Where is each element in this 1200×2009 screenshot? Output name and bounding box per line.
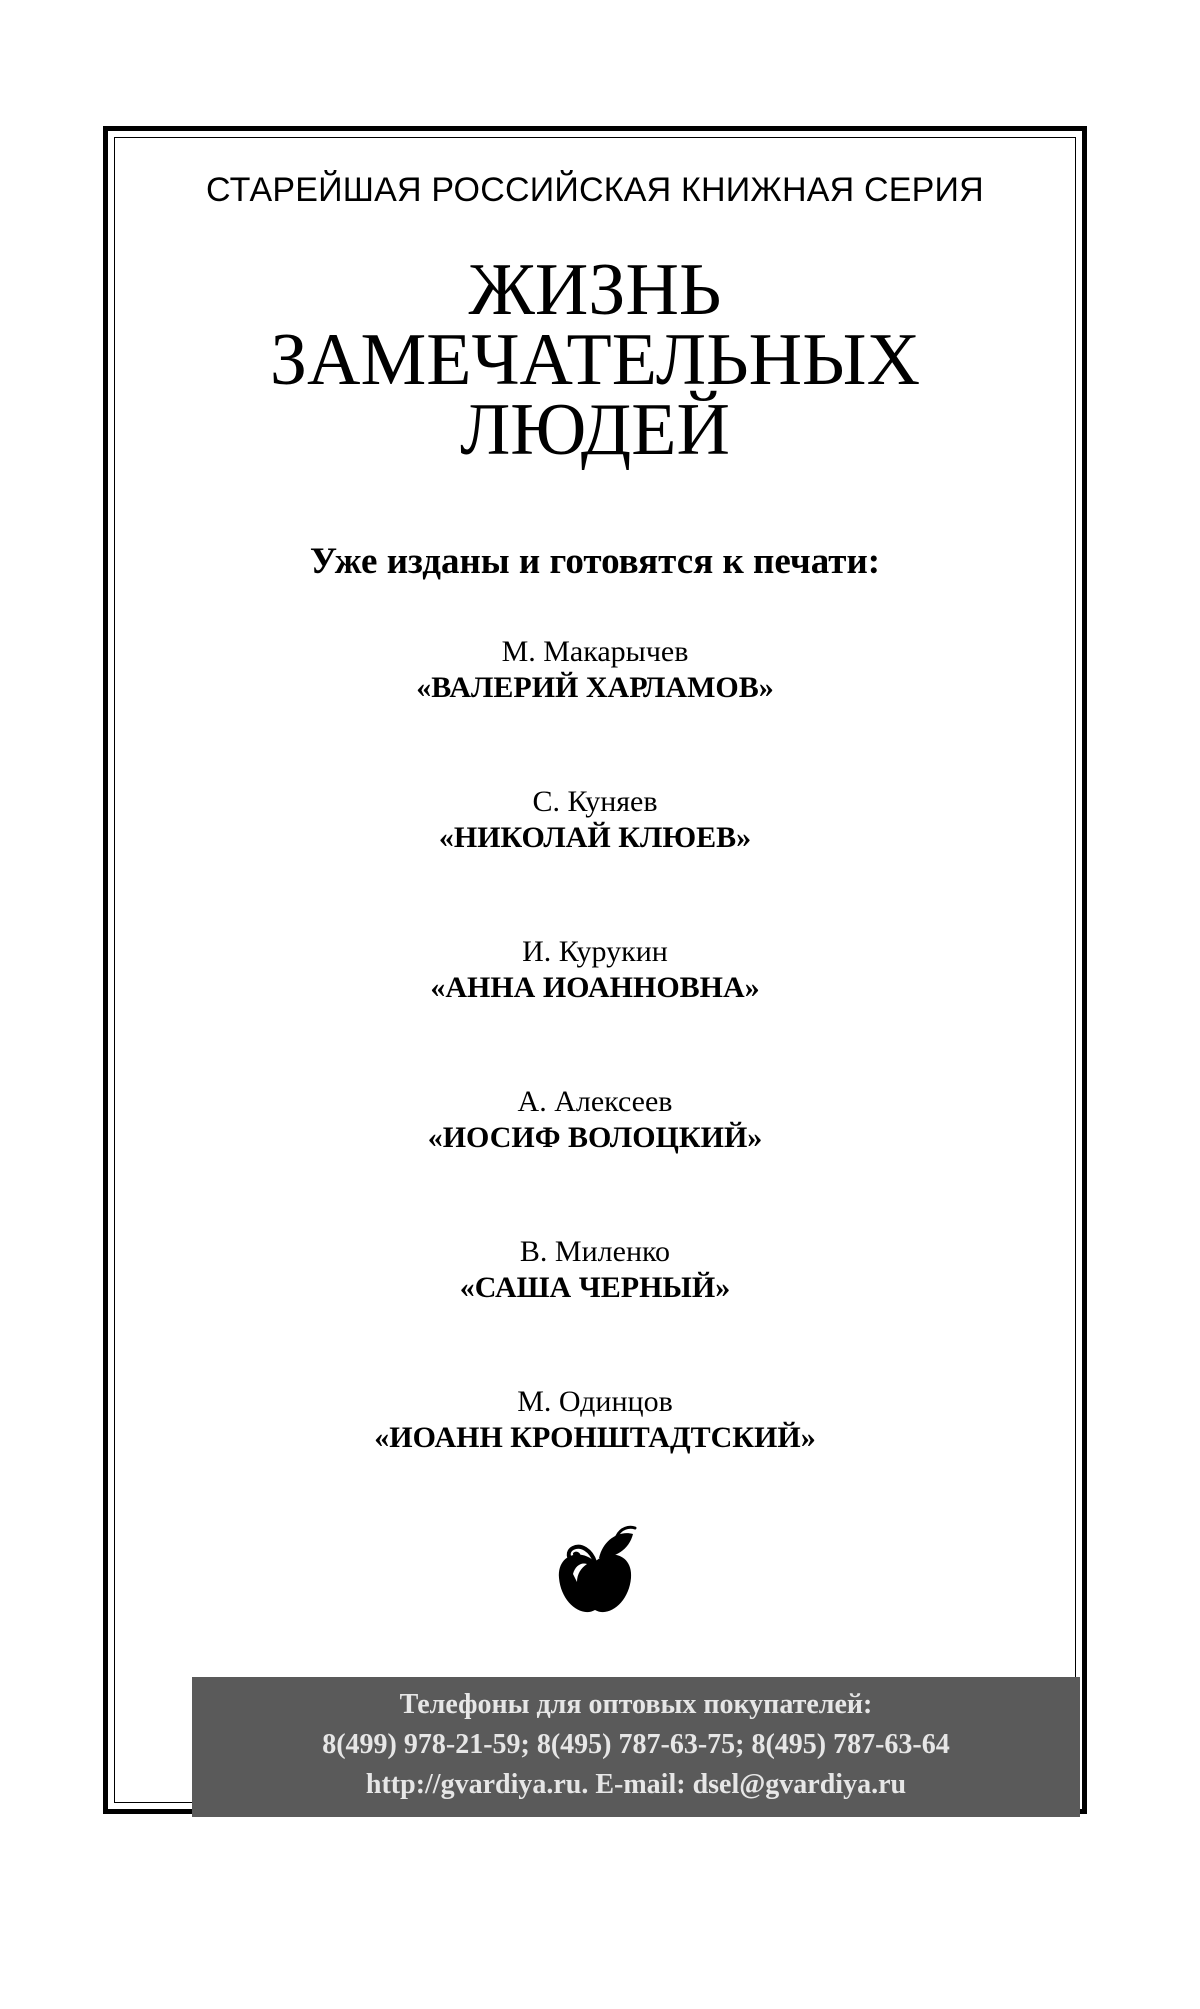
series-title-line: ЗАМЕЧАТЕЛЬНЫХ [269, 319, 921, 401]
book-list [114, 634, 1076, 1534]
book-author: И. Курукин [522, 935, 668, 968]
contacts-web-email: http://gvardiya.ru. E-mail: dsel@gvardiya.ru [365, 1769, 907, 1800]
contacts-box [192, 1677, 1080, 1817]
contacts-phones: 8(499) 978-21-59; 8(495) 787-63-75; 8(495) 787-63-64 [322, 1729, 950, 1760]
book-item [114, 934, 1076, 1084]
book-item [114, 1234, 1076, 1384]
book-author: С. Куняев [532, 785, 658, 818]
series-label: СТАРЕЙШАЯ РОССИЙСКАЯ КНИЖНАЯ СЕРИЯ [206, 171, 984, 209]
series-title [114, 249, 1076, 471]
book-author: М. Макарычев [501, 635, 689, 668]
book-author: М. Одинцов [517, 1385, 673, 1418]
series-title-line: ЖИЗНЬ [468, 249, 722, 331]
book-title: «НИКОЛАЙ КЛЮЕВ» [438, 821, 752, 854]
book-author: А. Алексеев [517, 1085, 673, 1118]
book-item [114, 1384, 1076, 1534]
book-title: «САША ЧЕРНЫЙ» [459, 1271, 731, 1304]
book-title: «ВАЛЕРИЙ ХАРЛАМОВ» [416, 671, 774, 704]
page-content [114, 137, 1076, 1803]
book-title: «АННА ИОАННОВНА» [430, 971, 760, 1004]
book-author: В. Миленко [519, 1235, 671, 1268]
intro-text: Уже изданы и готовятся к печати: [309, 541, 881, 582]
book-item [114, 1084, 1076, 1234]
book-title: «ИОАНН КРОНШТАДТСКИЙ» [374, 1421, 816, 1454]
book-item [114, 634, 1076, 784]
book-title: «ИОСИФ ВОЛОЦКИЙ» [427, 1121, 763, 1154]
series-title-line: ЛЮДЕЙ [460, 389, 730, 471]
book-item [114, 784, 1076, 934]
contacts-heading: Телефоны для оптовых покупателей: [399, 1689, 873, 1720]
publisher-apple-logo-icon [551, 1522, 641, 1622]
